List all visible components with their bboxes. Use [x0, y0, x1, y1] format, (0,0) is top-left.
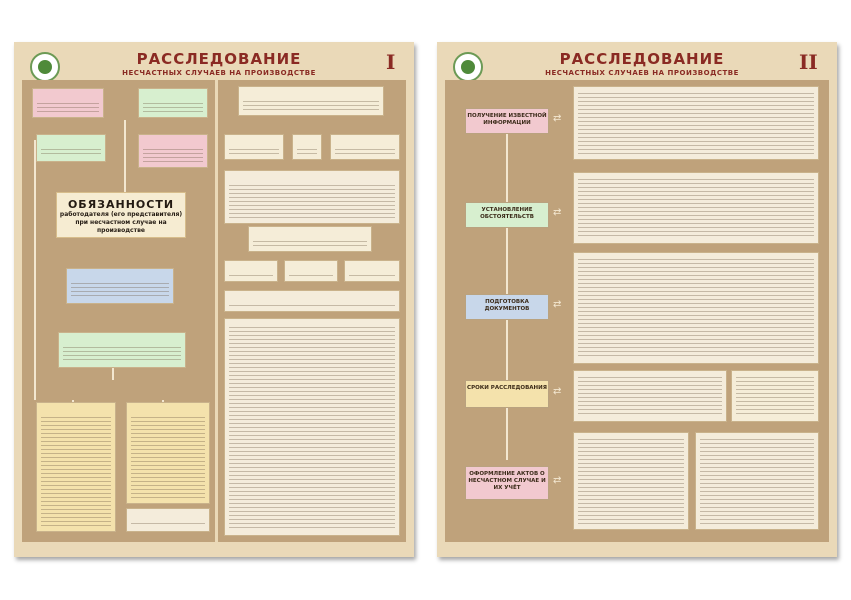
- main-duties-box: [56, 192, 186, 238]
- main-duties-title: ОБЯЗАННОСТИ: [67, 198, 175, 211]
- group-member-1: [224, 260, 278, 282]
- note-box: [224, 290, 400, 312]
- duty-box-9: [126, 508, 210, 532]
- duty-box-7: [36, 402, 116, 532]
- group-box: [248, 226, 372, 252]
- group-info-box: [224, 170, 400, 224]
- logo-icon: [453, 52, 483, 82]
- duty-box-6: [58, 332, 186, 368]
- main-duties-sub1: работодателя (его представителя): [59, 211, 183, 218]
- step-5: ОФОРМЛЕНИЕ АКТОВ О НЕСЧАСТНОМ СЛУЧАЕ И ИХ УЧЁТ: [465, 466, 549, 500]
- arrow-icon: ⇄: [553, 386, 562, 397]
- commission-box: [238, 86, 384, 116]
- arrow-icon: ⇄: [553, 475, 562, 486]
- left-column: [22, 80, 215, 542]
- acts-text-2: [695, 432, 819, 530]
- logo-icon: [30, 52, 60, 82]
- member-box-2: [292, 134, 322, 160]
- step-2: УСТАНОВЛЕНИЕ ОБСТОЯТЕЛЬСТВ: [465, 202, 549, 228]
- step-1: ПОЛУЧЕНИЕ ИЗВЕСТНОЙ ИНФОРМАЦИИ: [465, 108, 549, 134]
- group-member-2: [284, 260, 338, 282]
- step-3: ПОДГОТОВКА ДОКУМЕНТОВ: [465, 294, 549, 320]
- poster-2: [437, 42, 837, 557]
- poster-subtitle: НЕСЧАСТНЫХ СЛУЧАЕВ НА ПРОИЗВОДСТВЕ: [545, 69, 739, 77]
- right-column: [218, 80, 406, 542]
- group-member-3: [344, 260, 400, 282]
- acts-text-1: [573, 432, 689, 530]
- poster-number: I: [386, 50, 396, 74]
- info-text-2: [573, 172, 819, 244]
- duty-box-3: [36, 134, 106, 162]
- terms-table: [573, 370, 727, 422]
- duty-box-2: [138, 88, 208, 118]
- info-text-1: [573, 86, 819, 160]
- info-text-3: [573, 252, 819, 364]
- poster-title-text: РАССЛЕДОВАНИЕ: [559, 50, 725, 68]
- arrow-icon: ⇄: [553, 207, 562, 218]
- poster-title-text: РАССЛЕДОВАНИЕ: [136, 50, 302, 68]
- arrow-icon: ⇄: [553, 113, 562, 124]
- poster-number: II: [799, 50, 818, 74]
- duty-box-5: [66, 268, 174, 304]
- poster-1: [14, 42, 414, 557]
- steps-area: [445, 80, 829, 542]
- arrow-icon: ⇄: [553, 299, 562, 310]
- duty-box-1: [32, 88, 104, 118]
- poster-title: [497, 50, 787, 78]
- terms-note: [731, 370, 819, 422]
- member-box-1: [224, 134, 284, 160]
- poster-subtitle: НЕСЧАСТНЫХ СЛУЧАЕВ НА ПРОИЗВОДСТВЕ: [122, 69, 316, 77]
- main-duties-sub2: при несчастном случае на производстве: [75, 219, 167, 234]
- poster-title: [74, 50, 364, 78]
- step-4: СРОКИ РАССЛЕДОВАНИЯ: [465, 380, 549, 408]
- duty-box-8: [126, 402, 210, 504]
- duty-box-4: [138, 134, 208, 168]
- member-box-3: [330, 134, 400, 160]
- obligations-table: [224, 318, 400, 536]
